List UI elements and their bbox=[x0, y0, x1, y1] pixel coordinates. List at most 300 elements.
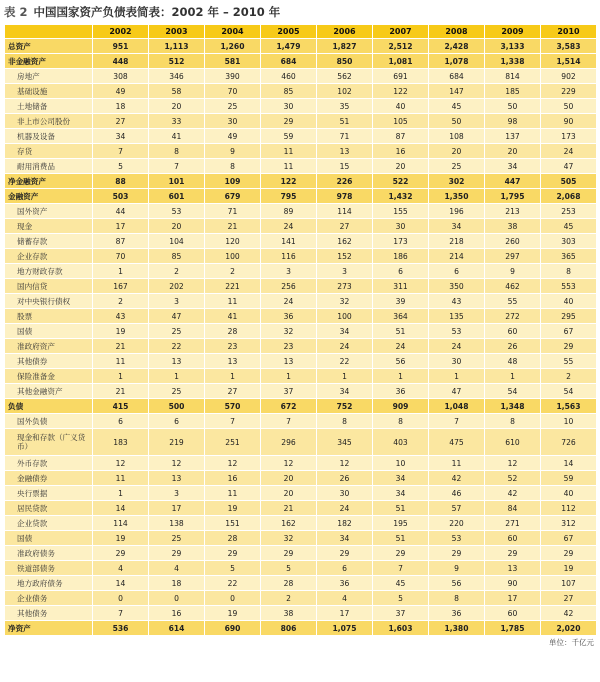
cell-value: 102 bbox=[317, 84, 373, 99]
cell-value: 100 bbox=[205, 249, 261, 264]
cell-value: 24 bbox=[261, 219, 317, 234]
cell-value: 29 bbox=[373, 546, 429, 561]
cell-value: 141 bbox=[261, 234, 317, 249]
cell-value: 8 bbox=[541, 264, 597, 279]
cell-value: 18 bbox=[93, 99, 149, 114]
cell-value: 29 bbox=[429, 546, 485, 561]
cell-value: 59 bbox=[541, 471, 597, 486]
cell-value: 182 bbox=[317, 516, 373, 531]
row-label: 保险准备金 bbox=[5, 369, 93, 384]
cell-value: 8 bbox=[205, 159, 261, 174]
cell-value: 51 bbox=[373, 531, 429, 546]
row-label: 机器及设备 bbox=[5, 129, 93, 144]
cell-value: 29 bbox=[541, 546, 597, 561]
cell-value: 795 bbox=[261, 189, 317, 204]
row-label: 现金和存款（广义货币） bbox=[5, 429, 93, 456]
cell-value: 88 bbox=[93, 174, 149, 189]
cell-value: 22 bbox=[149, 339, 205, 354]
cell-value: 302 bbox=[429, 174, 485, 189]
table-row bbox=[5, 456, 597, 471]
row-label: 居民贷款 bbox=[5, 501, 93, 516]
cell-value: 13 bbox=[261, 354, 317, 369]
cell-value: 53 bbox=[429, 531, 485, 546]
cell-value: 251 bbox=[205, 429, 261, 456]
table-row bbox=[5, 249, 597, 264]
table-row bbox=[5, 219, 597, 234]
cell-value: 26 bbox=[317, 471, 373, 486]
table-row bbox=[5, 486, 597, 501]
cell-value: 53 bbox=[429, 324, 485, 339]
cell-value: 30 bbox=[205, 114, 261, 129]
cell-value: 1 bbox=[93, 369, 149, 384]
cell-value: 581 bbox=[205, 54, 261, 69]
cell-value: 24 bbox=[317, 339, 373, 354]
cell-value: 1 bbox=[373, 369, 429, 384]
cell-value: 2 bbox=[261, 591, 317, 606]
cell-value: 33 bbox=[149, 114, 205, 129]
cell-value: 40 bbox=[373, 99, 429, 114]
cell-value: 122 bbox=[373, 84, 429, 99]
table-row bbox=[5, 99, 597, 114]
row-label: 基础设施 bbox=[5, 84, 93, 99]
row-label: 非上市公司股份 bbox=[5, 114, 93, 129]
cell-value: 11 bbox=[205, 294, 261, 309]
cell-value: 34 bbox=[485, 159, 541, 174]
cell-value: 4 bbox=[317, 591, 373, 606]
cell-value: 167 bbox=[93, 279, 149, 294]
cell-value: 7 bbox=[93, 606, 149, 621]
table-row bbox=[5, 606, 597, 621]
year-header: 2007 bbox=[373, 25, 429, 39]
table-row bbox=[5, 531, 597, 546]
cell-value: 85 bbox=[149, 249, 205, 264]
cell-value: 308 bbox=[93, 69, 149, 84]
cell-value: 8 bbox=[373, 414, 429, 429]
cell-value: 15 bbox=[317, 159, 373, 174]
table-row bbox=[5, 384, 597, 399]
cell-value: 90 bbox=[541, 114, 597, 129]
cell-value: 902 bbox=[541, 69, 597, 84]
cell-value: 14 bbox=[93, 501, 149, 516]
cell-value: 70 bbox=[93, 249, 149, 264]
cell-value: 2 bbox=[93, 294, 149, 309]
cell-value: 51 bbox=[373, 324, 429, 339]
cell-value: 29 bbox=[205, 546, 261, 561]
cell-value: 14 bbox=[93, 576, 149, 591]
cell-value: 32 bbox=[261, 531, 317, 546]
cell-value: 1,563 bbox=[541, 399, 597, 414]
cell-value: 346 bbox=[149, 69, 205, 84]
table-row bbox=[5, 429, 597, 456]
table-row bbox=[5, 234, 597, 249]
cell-value: 34 bbox=[317, 384, 373, 399]
cell-value: 147 bbox=[429, 84, 485, 99]
cell-value: 20 bbox=[373, 159, 429, 174]
cell-value: 21 bbox=[93, 384, 149, 399]
cell-value: 553 bbox=[541, 279, 597, 294]
cell-value: 27 bbox=[205, 384, 261, 399]
table-title bbox=[0, 0, 600, 24]
cell-value: 25 bbox=[429, 159, 485, 174]
cell-value: 19 bbox=[541, 561, 597, 576]
cell-value: 752 bbox=[317, 399, 373, 414]
cell-value: 0 bbox=[149, 591, 205, 606]
cell-value: 51 bbox=[317, 114, 373, 129]
cell-value: 909 bbox=[373, 399, 429, 414]
cell-value: 1,514 bbox=[541, 54, 597, 69]
cell-value: 71 bbox=[317, 129, 373, 144]
cell-value: 5 bbox=[261, 561, 317, 576]
cell-value: 312 bbox=[541, 516, 597, 531]
cell-value: 43 bbox=[93, 309, 149, 324]
table-row bbox=[5, 309, 597, 324]
cell-value: 26 bbox=[485, 339, 541, 354]
cell-value: 44 bbox=[93, 204, 149, 219]
cell-value: 41 bbox=[149, 129, 205, 144]
cell-value: 47 bbox=[149, 309, 205, 324]
cell-value: 1,350 bbox=[429, 189, 485, 204]
cell-value: 30 bbox=[261, 99, 317, 114]
cell-value: 36 bbox=[317, 576, 373, 591]
cell-value: 1,432 bbox=[373, 189, 429, 204]
cell-value: 806 bbox=[261, 621, 317, 636]
cell-value: 21 bbox=[93, 339, 149, 354]
table-row bbox=[5, 399, 597, 414]
cell-value: 6 bbox=[373, 264, 429, 279]
cell-value: 691 bbox=[373, 69, 429, 84]
row-label: 储蓄存款 bbox=[5, 234, 93, 249]
cell-value: 20 bbox=[261, 471, 317, 486]
cell-value: 0 bbox=[205, 591, 261, 606]
cell-value: 6 bbox=[429, 264, 485, 279]
cell-value: 40 bbox=[541, 486, 597, 501]
cell-value: 67 bbox=[541, 324, 597, 339]
cell-value: 22 bbox=[317, 354, 373, 369]
cell-value: 20 bbox=[485, 144, 541, 159]
cell-value: 8 bbox=[317, 414, 373, 429]
cell-value: 512 bbox=[149, 54, 205, 69]
cell-value: 27 bbox=[93, 114, 149, 129]
table-row bbox=[5, 354, 597, 369]
cell-value: 30 bbox=[373, 219, 429, 234]
cell-value: 52 bbox=[485, 471, 541, 486]
cell-value: 30 bbox=[429, 354, 485, 369]
cell-value: 42 bbox=[429, 471, 485, 486]
cell-value: 978 bbox=[317, 189, 373, 204]
cell-value: 462 bbox=[485, 279, 541, 294]
cell-value: 4 bbox=[149, 561, 205, 576]
cell-value: 42 bbox=[541, 606, 597, 621]
table-row bbox=[5, 204, 597, 219]
cell-value: 5 bbox=[93, 159, 149, 174]
cell-value: 71 bbox=[205, 204, 261, 219]
cell-value: 9 bbox=[205, 144, 261, 159]
cell-value: 60 bbox=[485, 324, 541, 339]
cell-value: 29 bbox=[149, 546, 205, 561]
cell-value: 7 bbox=[261, 414, 317, 429]
cell-value: 41 bbox=[205, 309, 261, 324]
cell-value: 16 bbox=[149, 606, 205, 621]
cell-value: 49 bbox=[205, 129, 261, 144]
cell-value: 90 bbox=[485, 576, 541, 591]
cell-value: 684 bbox=[261, 54, 317, 69]
cell-value: 24 bbox=[261, 294, 317, 309]
cell-value: 45 bbox=[373, 576, 429, 591]
cell-value: 135 bbox=[429, 309, 485, 324]
cell-value: 19 bbox=[93, 324, 149, 339]
table-row bbox=[5, 294, 597, 309]
table-row bbox=[5, 369, 597, 384]
cell-value: 364 bbox=[373, 309, 429, 324]
cell-value: 25 bbox=[149, 324, 205, 339]
cell-value: 17 bbox=[485, 591, 541, 606]
row-label: 净资产 bbox=[5, 621, 93, 636]
cell-value: 34 bbox=[373, 471, 429, 486]
table-row bbox=[5, 69, 597, 84]
table-body bbox=[5, 39, 597, 636]
cell-value: 50 bbox=[429, 114, 485, 129]
cell-value: 185 bbox=[485, 84, 541, 99]
cell-value: 29 bbox=[317, 546, 373, 561]
cell-value: 12 bbox=[485, 456, 541, 471]
year-header: 2005 bbox=[261, 25, 317, 39]
cell-value: 12 bbox=[261, 456, 317, 471]
cell-value: 50 bbox=[485, 99, 541, 114]
cell-value: 98 bbox=[485, 114, 541, 129]
cell-value: 11 bbox=[429, 456, 485, 471]
cell-value: 2 bbox=[149, 264, 205, 279]
cell-value: 85 bbox=[261, 84, 317, 99]
cell-value: 6 bbox=[317, 561, 373, 576]
cell-value: 202 bbox=[149, 279, 205, 294]
cell-value: 25 bbox=[149, 384, 205, 399]
unit-note: 单位：千亿元 bbox=[549, 638, 594, 647]
cell-value: 1,348 bbox=[485, 399, 541, 414]
row-label: 对中央银行债权 bbox=[5, 294, 93, 309]
cell-value: 303 bbox=[541, 234, 597, 249]
cell-value: 601 bbox=[149, 189, 205, 204]
year-header: 2010 bbox=[541, 25, 597, 39]
cell-value: 1,075 bbox=[317, 621, 373, 636]
cell-value: 51 bbox=[373, 501, 429, 516]
cell-value: 12 bbox=[317, 456, 373, 471]
row-label: 金融资产 bbox=[5, 189, 93, 204]
cell-value: 11 bbox=[261, 144, 317, 159]
cell-value: 87 bbox=[93, 234, 149, 249]
row-label: 其他债务 bbox=[5, 606, 93, 621]
cell-value: 12 bbox=[149, 456, 205, 471]
table-row bbox=[5, 129, 597, 144]
cell-value: 24 bbox=[429, 339, 485, 354]
cell-value: 505 bbox=[541, 174, 597, 189]
cell-value: 45 bbox=[541, 219, 597, 234]
row-label: 耐用消费品 bbox=[5, 159, 93, 174]
cell-value: 297 bbox=[485, 249, 541, 264]
cell-value: 151 bbox=[205, 516, 261, 531]
cell-value: 10 bbox=[541, 414, 597, 429]
year-header: 2004 bbox=[205, 25, 261, 39]
row-label: 企业贷款 bbox=[5, 516, 93, 531]
table-row bbox=[5, 84, 597, 99]
cell-value: 46 bbox=[429, 486, 485, 501]
cell-value: 34 bbox=[373, 486, 429, 501]
cell-value: 390 bbox=[205, 69, 261, 84]
cell-value: 12 bbox=[93, 456, 149, 471]
cell-value: 447 bbox=[485, 174, 541, 189]
cell-value: 311 bbox=[373, 279, 429, 294]
cell-value: 137 bbox=[485, 129, 541, 144]
row-label: 企业债务 bbox=[5, 591, 93, 606]
row-label: 准政府债务 bbox=[5, 546, 93, 561]
table-row bbox=[5, 159, 597, 174]
cell-value: 500 bbox=[149, 399, 205, 414]
row-label: 金融债券 bbox=[5, 471, 93, 486]
table-label: 表 2 bbox=[4, 5, 28, 19]
cell-value: 221 bbox=[205, 279, 261, 294]
cell-value: 13 bbox=[149, 354, 205, 369]
cell-value: 229 bbox=[541, 84, 597, 99]
cell-value: 34 bbox=[429, 219, 485, 234]
cell-value: 38 bbox=[261, 606, 317, 621]
table-title-text: 中国国家资产负债表简表：2002 年 – 2010 年 bbox=[33, 5, 281, 19]
cell-value: 350 bbox=[429, 279, 485, 294]
cell-value: 25 bbox=[205, 99, 261, 114]
row-label: 房地产 bbox=[5, 69, 93, 84]
cell-value: 43 bbox=[429, 294, 485, 309]
cell-value: 256 bbox=[261, 279, 317, 294]
cell-value: 1 bbox=[485, 369, 541, 384]
cell-value: 114 bbox=[317, 204, 373, 219]
cell-value: 570 bbox=[205, 399, 261, 414]
cell-value: 55 bbox=[541, 354, 597, 369]
cell-value: 475 bbox=[429, 429, 485, 456]
cell-value: 56 bbox=[373, 354, 429, 369]
cell-value: 27 bbox=[317, 219, 373, 234]
cell-value: 19 bbox=[205, 501, 261, 516]
cell-value: 503 bbox=[93, 189, 149, 204]
table-row bbox=[5, 114, 597, 129]
cell-value: 20 bbox=[429, 144, 485, 159]
cell-value: 60 bbox=[485, 606, 541, 621]
cell-value: 36 bbox=[261, 309, 317, 324]
cell-value: 1 bbox=[149, 369, 205, 384]
cell-value: 7 bbox=[205, 414, 261, 429]
cell-value: 19 bbox=[205, 606, 261, 621]
cell-value: 2,020 bbox=[541, 621, 597, 636]
cell-value: 8 bbox=[485, 414, 541, 429]
cell-value: 226 bbox=[317, 174, 373, 189]
cell-value: 295 bbox=[541, 309, 597, 324]
cell-value: 273 bbox=[317, 279, 373, 294]
cell-value: 25 bbox=[149, 531, 205, 546]
cell-value: 30 bbox=[317, 486, 373, 501]
cell-value: 672 bbox=[261, 399, 317, 414]
cell-value: 6 bbox=[93, 414, 149, 429]
cell-value: 415 bbox=[93, 399, 149, 414]
cell-value: 6 bbox=[149, 414, 205, 429]
cell-value: 34 bbox=[317, 324, 373, 339]
table-row bbox=[5, 414, 597, 429]
table-row bbox=[5, 324, 597, 339]
cell-value: 54 bbox=[485, 384, 541, 399]
cell-value: 13 bbox=[485, 561, 541, 576]
cell-value: 37 bbox=[373, 606, 429, 621]
cell-value: 84 bbox=[485, 501, 541, 516]
cell-value: 36 bbox=[373, 384, 429, 399]
cell-value: 37 bbox=[261, 384, 317, 399]
row-label: 外币存款 bbox=[5, 456, 93, 471]
row-label: 国外资产 bbox=[5, 204, 93, 219]
cell-value: 29 bbox=[93, 546, 149, 561]
cell-value: 3,133 bbox=[485, 39, 541, 54]
cell-value: 155 bbox=[373, 204, 429, 219]
cell-value: 260 bbox=[485, 234, 541, 249]
row-label: 企业存款 bbox=[5, 249, 93, 264]
cell-value: 2 bbox=[541, 369, 597, 384]
cell-value: 10 bbox=[373, 456, 429, 471]
cell-value: 3,583 bbox=[541, 39, 597, 54]
cell-value: 57 bbox=[429, 501, 485, 516]
cell-value: 2,068 bbox=[541, 189, 597, 204]
row-label: 其他金融资产 bbox=[5, 384, 93, 399]
cell-value: 2 bbox=[205, 264, 261, 279]
cell-value: 116 bbox=[261, 249, 317, 264]
cell-value: 8 bbox=[149, 144, 205, 159]
cell-value: 36 bbox=[429, 606, 485, 621]
cell-value: 684 bbox=[429, 69, 485, 84]
table-row bbox=[5, 339, 597, 354]
cell-value: 5 bbox=[205, 561, 261, 576]
cell-value: 17 bbox=[93, 219, 149, 234]
cell-value: 3 bbox=[261, 264, 317, 279]
cell-value: 1,479 bbox=[261, 39, 317, 54]
cell-value: 850 bbox=[317, 54, 373, 69]
cell-value: 562 bbox=[317, 69, 373, 84]
cell-value: 13 bbox=[205, 354, 261, 369]
cell-value: 1,338 bbox=[485, 54, 541, 69]
cell-value: 27 bbox=[541, 591, 597, 606]
table-row bbox=[5, 144, 597, 159]
cell-value: 3 bbox=[149, 486, 205, 501]
cell-value: 7 bbox=[149, 159, 205, 174]
row-label: 非金融资产 bbox=[5, 54, 93, 69]
cell-value: 196 bbox=[429, 204, 485, 219]
cell-value: 296 bbox=[261, 429, 317, 456]
cell-value: 403 bbox=[373, 429, 429, 456]
cell-value: 32 bbox=[261, 324, 317, 339]
cell-value: 59 bbox=[261, 129, 317, 144]
header-row bbox=[5, 25, 597, 39]
cell-value: 1 bbox=[261, 369, 317, 384]
cell-value: 679 bbox=[205, 189, 261, 204]
cell-value: 28 bbox=[261, 576, 317, 591]
cell-value: 3 bbox=[149, 294, 205, 309]
year-header: 2002 bbox=[93, 25, 149, 39]
row-label: 净金融资产 bbox=[5, 174, 93, 189]
cell-value: 17 bbox=[149, 501, 205, 516]
cell-value: 522 bbox=[373, 174, 429, 189]
cell-value: 100 bbox=[317, 309, 373, 324]
cell-value: 1 bbox=[429, 369, 485, 384]
cell-value: 448 bbox=[93, 54, 149, 69]
table-row bbox=[5, 39, 597, 54]
row-label: 现金 bbox=[5, 219, 93, 234]
cell-value: 21 bbox=[261, 501, 317, 516]
table-row bbox=[5, 516, 597, 531]
row-label: 国内信贷 bbox=[5, 279, 93, 294]
table-row bbox=[5, 576, 597, 591]
cell-value: 28 bbox=[205, 324, 261, 339]
